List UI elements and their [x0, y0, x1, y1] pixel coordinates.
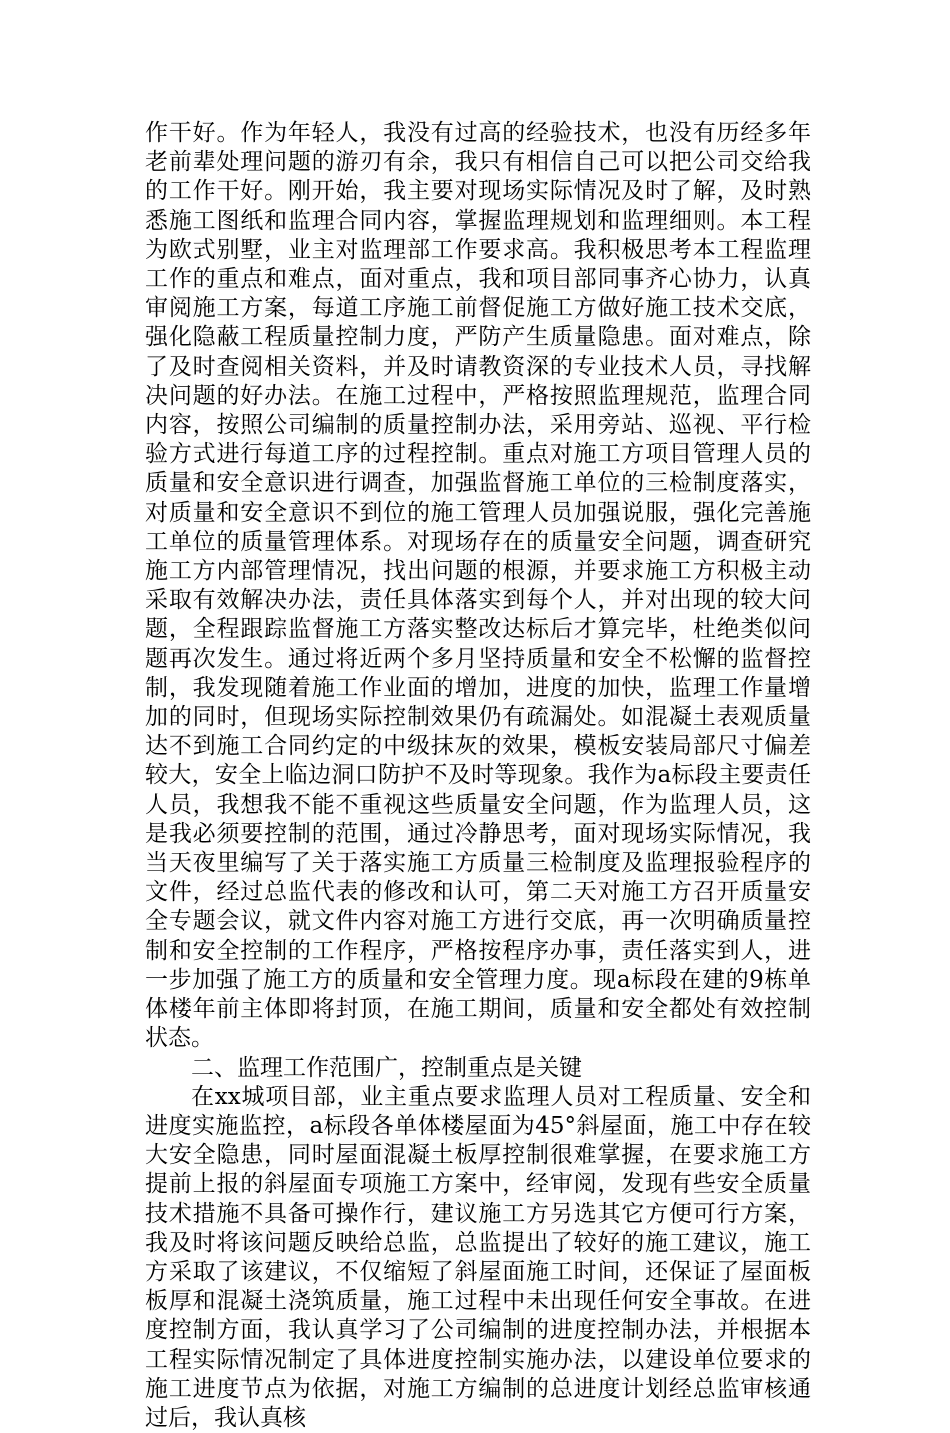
paragraph-continuation: 作干好。作为年轻人，我没有过高的经验技术，也没有历经多年老前辈处理问题的游刃有余，我只有相信自己可以把公司交给我的工作干好。刚开始，我主要对现场实际情况及时了解，及时熟悉施工图纸和监理合同内容，掌握监理规划和监理细则。本工程为欧式别墅，业主对监理部工作要求高。我积极思考本工程监理工作的重点和难点，面对重点，我和项目部同事齐心协力，认真审阅施工方案，每道工序施工前督促施工方做好施工技术交底，强化隐蔽工程质量控制力度，严防产生质量隐患。面对难点，除了及时查阅相关资料，并及时请教资深的专业技术人员，寻找解决问题的好办法。在施工过程中，严格按照监理规范，监理合同内容，按照公司编制的质量控制办法，采用旁站、巡视、平行检验方式进行每道工序的过程控制。重点对施工方项目管理人员的质量和安全意识进行调查，加强监督施工单位的三检制度落实，对质量和安全意识不到位的施工管理人员加强说服，强化完善施工单位的质量管理体系。对现场存在的质量安全问题，调查研究施工方内部管理情况，找出问题的根源，并要求施工方积极主动采取有效解决办法，责任具体落实到每个人，并对出现的较大问题，全程跟踪监督施工方落实整改达标后才算完毕，杜绝类似问题再次发生。通过将近两个多月坚持质量和安全不松懈的监督控制，我发现随着施工作业面的增加，进度的加快，监理工作量增加的同时，但现场实际控制效果仍有疏漏处。如混凝土表观质量达不到施工合同约定的中级抹灰的效果，模板安装局部尺寸偏差较大，安全上临边洞口防护不及时等现象。我作为a标段主要责任人员，我想我不能不重视这些质量安全问题，作为监理人员，这是我必须要控制的范围，通过冷静思考，面对现场实际情况，我当天夜里编写了关于落实施工方质量三检制度及监理报验程序的文件，经过总监代表的修改和认可，第二天对施工方召开质量安全专题会议，就文件内容对施工方进行交底，再一次明确质量控制和安全控制的工作程序，严格按程序办事，责任落实到人，进一步加强了施工方的质量和安全管理力度。现a标段在建的9栋单体楼年前主体即将封顶，在施工期间，质量和安全都处有效控制状态。: [145, 120, 811, 1052]
document-page: [145, 119, 811, 1433]
paragraph-body: 在xx城项目部，业主重点要求监理人员对工程质量、安全和进度实施监控，a标段各单体楼屋面为45°斜屋面，施工中存在较大安全隐患，同时屋面混凝土板厚控制很难掌握，在要求施工方提前上报的斜屋面专项施工方案中，经审阅，发现有些安全质量技术措施不具备可操作行，建议施工方另选其它方便可行方案，我及时将该问题反映给总监，总监提出了较好的施工建议，施工方采取了该建议，不仅缩短了斜屋面施工时间，还保证了屋面板板厚和混凝土浇筑质量，施工过程中未出现任何安全事故。在进度控制方面，我认真学习了公司编制的进度控制办法，并根据本工程实际情况制定了具体进度控制实施办法，以建设单位要求的施工进度节点为依据，对施工方编制的总进度计划经总监审核通过后，我认真核: [145, 1083, 811, 1431]
section-heading: 二、监理工作范围广，控制重点是关键: [191, 1054, 582, 1081]
